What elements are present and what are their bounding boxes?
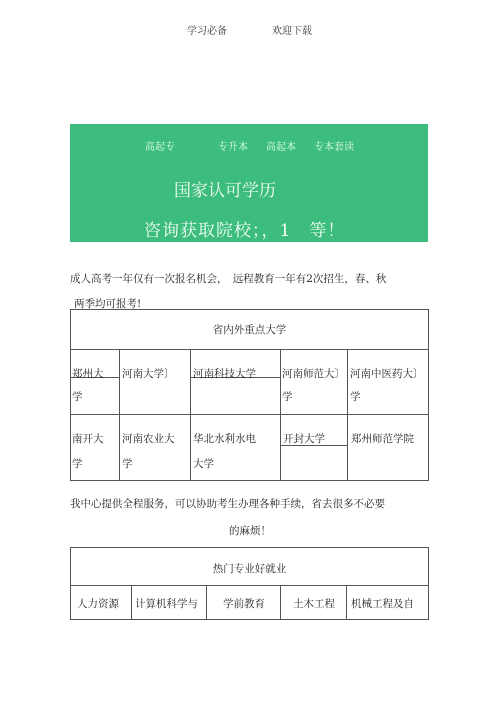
tab-zhuanshengben: 专升本 bbox=[218, 142, 248, 153]
promo-banner bbox=[70, 124, 428, 242]
tab-zhuanbentaodu: 专本套读 bbox=[314, 142, 354, 153]
header-right-text: 欢迎下载 bbox=[272, 26, 312, 37]
university-cell: 学 bbox=[282, 391, 293, 403]
table-divider bbox=[70, 349, 429, 350]
university-cell: 郑州师范学院 bbox=[351, 433, 414, 445]
university-cell: 大学 bbox=[193, 458, 214, 470]
table-col-line bbox=[131, 585, 132, 620]
service-line-1: 我中心提供全程服务，可以协助考生办理各种手续，省去很多不必要 bbox=[70, 498, 385, 510]
table-col-line bbox=[119, 349, 120, 481]
university-cell: 学 bbox=[72, 458, 83, 470]
intro-line-1: 成人高考一年仅有一次报名机会， 远程教育一年有2次招生，春、秋 bbox=[70, 273, 387, 285]
university-cell: 郑州大 bbox=[72, 368, 104, 380]
major-cell: 计算机科学与 bbox=[135, 598, 198, 610]
cell-underline bbox=[190, 445, 191, 446]
majors-caption: 热门专业好就业 bbox=[212, 563, 287, 575]
university-cell: 河南中医药大〕 bbox=[350, 368, 424, 380]
major-cell: 人力资源 bbox=[77, 598, 119, 610]
table-col-line bbox=[206, 585, 207, 620]
major-cell: 土木工程 bbox=[293, 598, 335, 610]
table-col-line bbox=[280, 585, 281, 620]
table-divider bbox=[70, 585, 429, 586]
university-cell: 学 bbox=[350, 391, 361, 403]
table-col-line bbox=[190, 349, 191, 481]
university-cell: 河南师范大〕 bbox=[282, 368, 345, 380]
major-cell: 学前教育 bbox=[223, 598, 265, 610]
service-line-2: 的麻烦！ bbox=[229, 525, 271, 537]
university-cell: 南开大 bbox=[72, 433, 104, 445]
intro-line-2: 两季均可报考! bbox=[74, 298, 142, 310]
university-cell: 开封大学 bbox=[283, 433, 325, 445]
university-cell: 学 bbox=[72, 391, 83, 403]
tab-gaoqizhuan: 高起专 bbox=[145, 142, 175, 153]
table-divider bbox=[70, 414, 429, 415]
header-left-text: 学习必备 bbox=[187, 26, 227, 37]
university-cell: 华北水利水电 bbox=[193, 433, 256, 445]
university-cell: 学 bbox=[122, 458, 133, 470]
banner-headline: 国家认可学历 bbox=[174, 181, 276, 201]
university-cell: 河南科技大学 bbox=[193, 368, 256, 380]
tab-gaoqiben: 高起本 bbox=[266, 142, 296, 153]
major-cell: 机械工程及自 bbox=[351, 598, 414, 610]
banner-subline: 咨询获取院校；，1 等！ bbox=[144, 221, 346, 241]
table-col-line bbox=[280, 349, 281, 481]
table-col-line bbox=[347, 349, 348, 481]
table-col-line bbox=[346, 585, 347, 620]
university-cell: 河南农业大 bbox=[122, 433, 175, 445]
university-cell: 河南大学〕 bbox=[122, 368, 175, 380]
universities-caption: 省内外重点大学 bbox=[212, 324, 287, 336]
